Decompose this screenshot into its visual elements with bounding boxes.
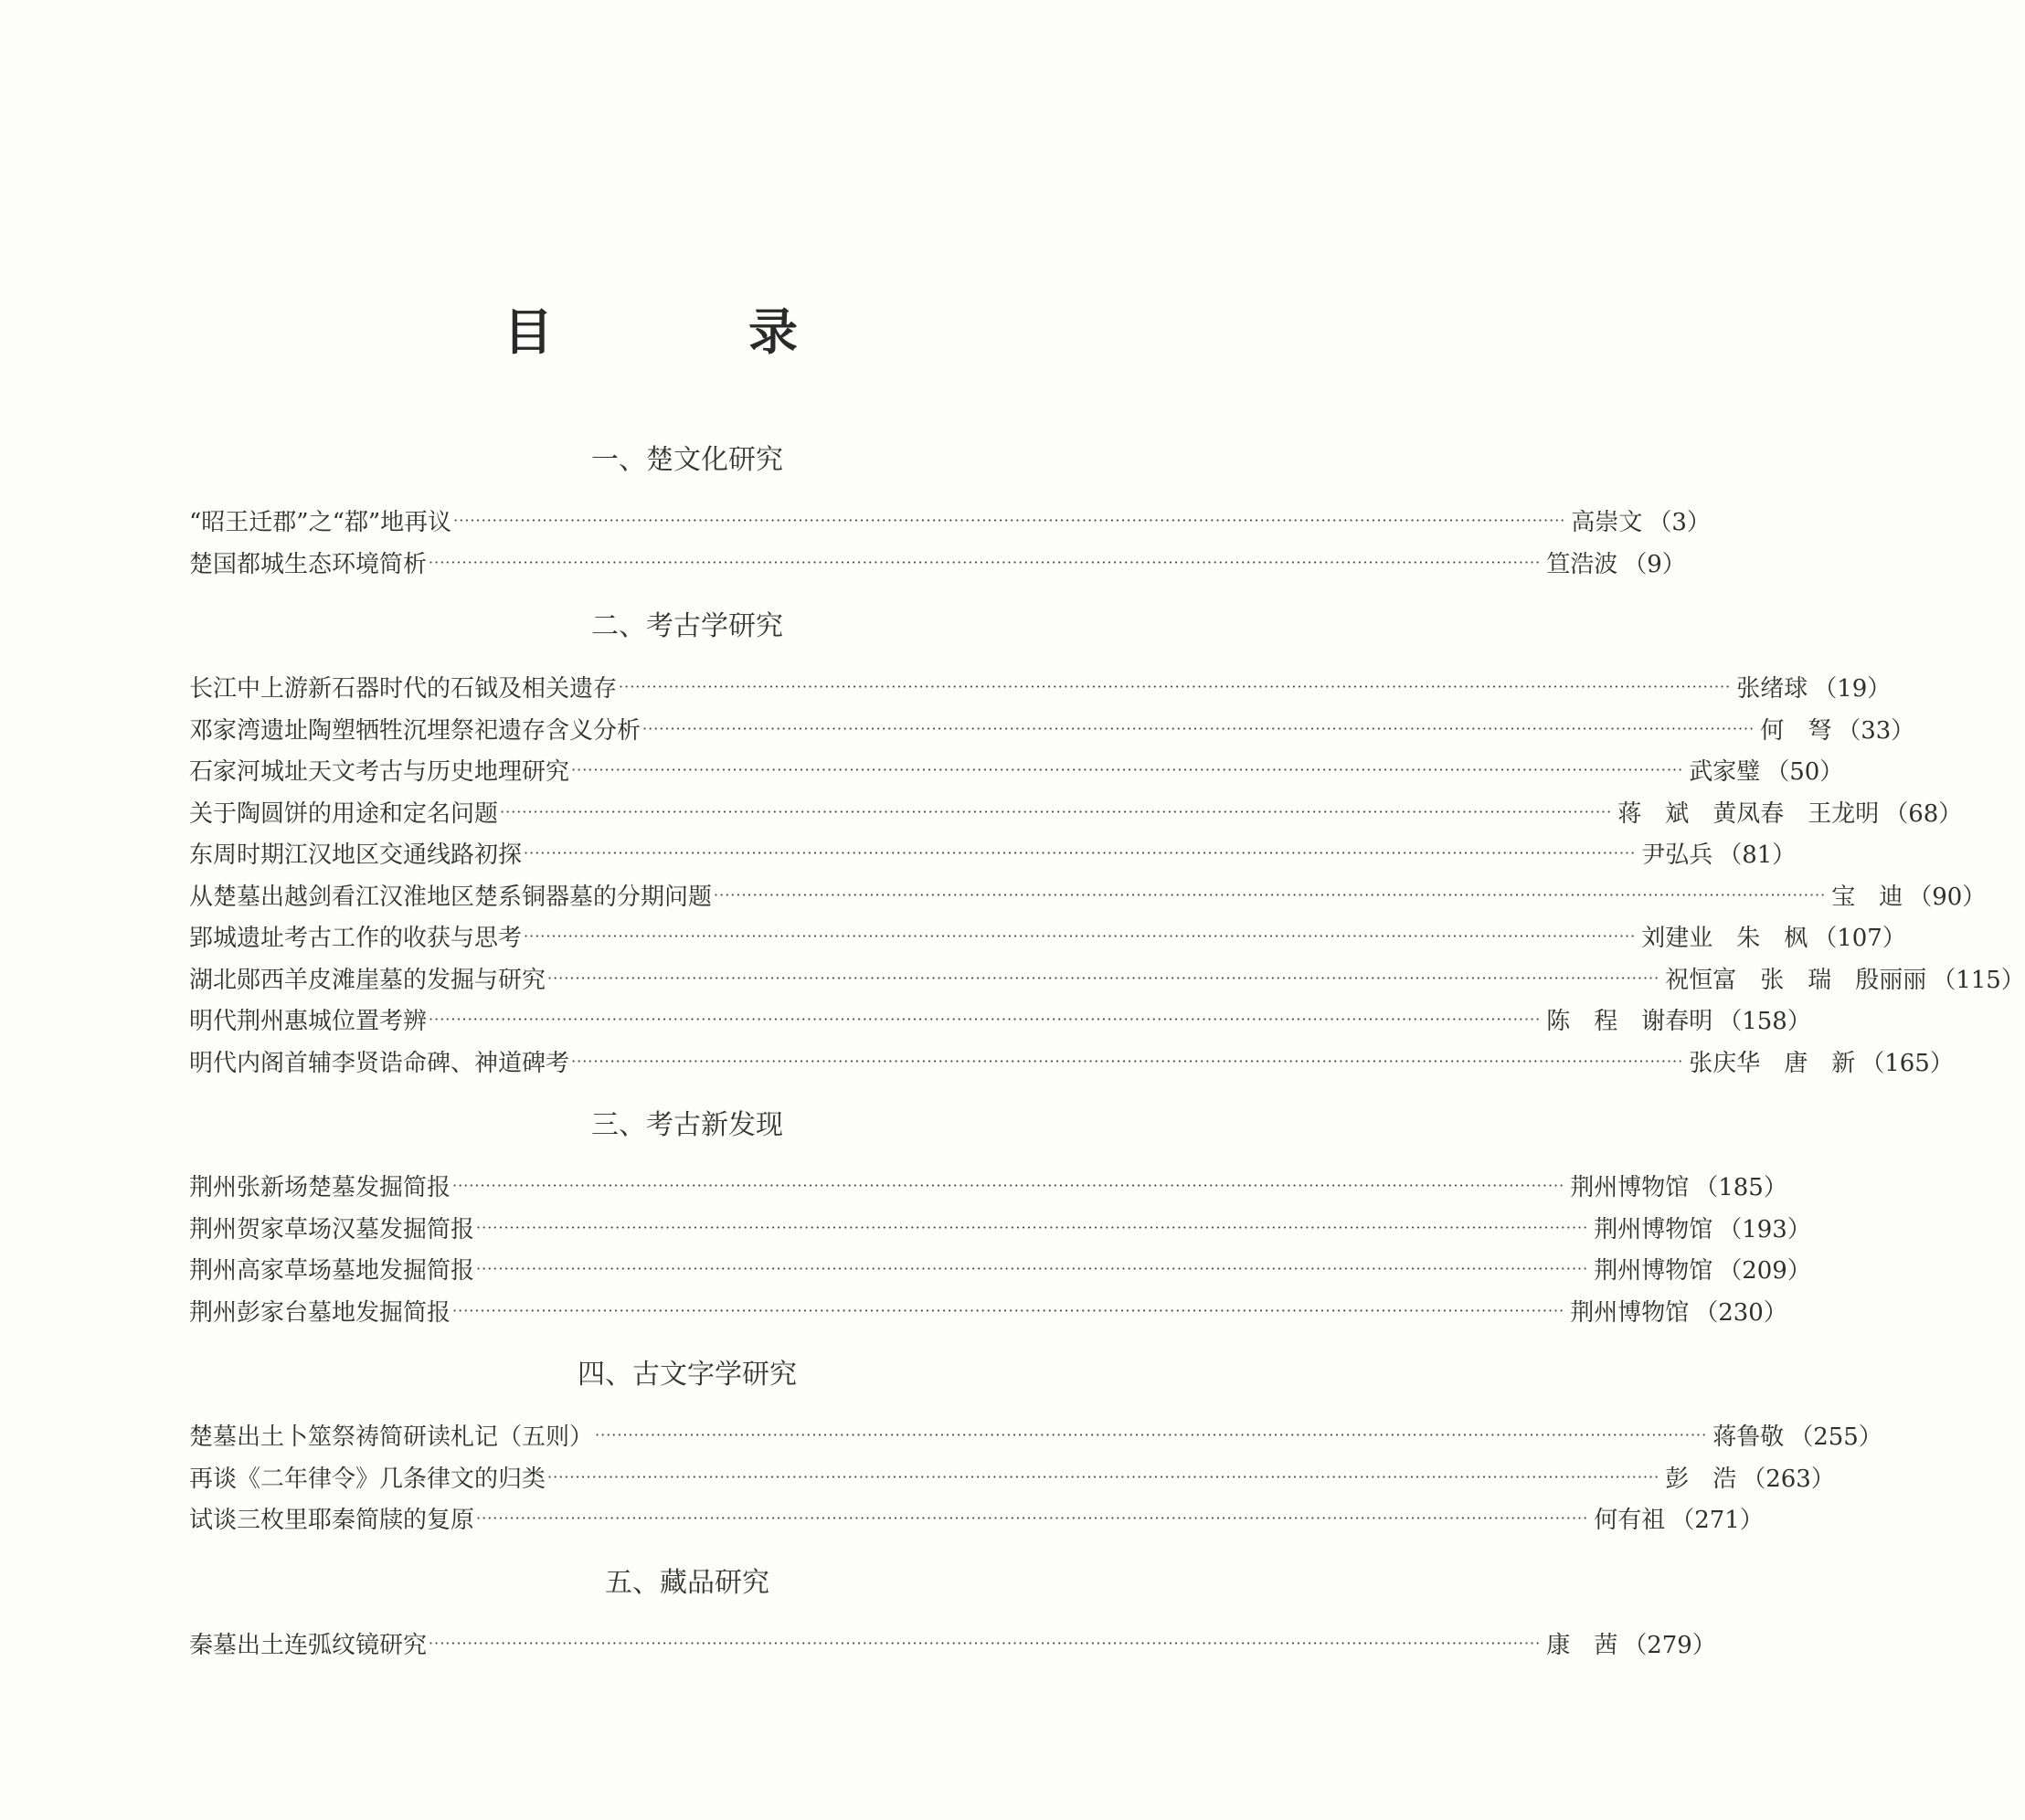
entry-author: 高崇文 bbox=[1571, 509, 1643, 537]
table-of-contents bbox=[189, 417, 2025, 1664]
toc-entry[interactable] bbox=[189, 958, 2025, 1000]
toc-section bbox=[189, 583, 2025, 1082]
dot-leader: ········································································································································································································ bbox=[619, 678, 1732, 696]
entry-author: 宝 迪 bbox=[1831, 883, 1903, 911]
entry-page: （90） bbox=[1908, 883, 1987, 911]
entry-author: 荆州博物馆 bbox=[1594, 1215, 1713, 1243]
entry-title: 楚国都城生态环境简析 bbox=[189, 550, 428, 578]
entry-author: 彭 浩 bbox=[1665, 1465, 1737, 1493]
entry-page: （209） bbox=[1718, 1257, 1811, 1286]
section-heading: 一、楚文化研究 bbox=[591, 444, 783, 476]
entry-page: （68） bbox=[1884, 799, 1963, 828]
toc-entry[interactable] bbox=[189, 915, 1906, 958]
entry-author: 荆州博物馆 bbox=[1594, 1257, 1713, 1286]
entry-author: 荆州博物馆 bbox=[1570, 1298, 1690, 1327]
entry-author: 荆州博物馆 bbox=[1570, 1174, 1690, 1202]
entry-title: 荆州贺家草场汉墓发掘简报 bbox=[189, 1215, 475, 1243]
dot-leader: ········································································································································································································ bbox=[547, 1467, 1660, 1486]
toc-entry[interactable] bbox=[189, 1414, 1882, 1456]
toc-entry[interactable] bbox=[189, 1497, 1764, 1540]
dot-leader: ········································································································································································································ bbox=[429, 553, 1542, 571]
entry-title: 再谈《二年律令》几条律文的归类 bbox=[189, 1465, 546, 1493]
dot-leader: ········································································································································································································ bbox=[476, 1509, 1589, 1528]
entry-page: （81） bbox=[1718, 841, 1797, 870]
dot-leader: ········································································································································································································ bbox=[452, 1177, 1565, 1195]
dot-leader: ········································································································································································································ bbox=[476, 1218, 1589, 1236]
toc-entry[interactable] bbox=[189, 874, 1987, 916]
dot-leader: ········································································································································································································ bbox=[524, 844, 1637, 862]
toc-section bbox=[189, 1540, 1716, 1665]
dot-leader: ········································································································································································································ bbox=[524, 927, 1637, 946]
entry-page: （33） bbox=[1837, 716, 1915, 745]
toc-entry[interactable] bbox=[189, 1041, 1954, 1083]
entry-author: 尹弘兵 bbox=[1641, 841, 1713, 870]
entry-page: （165） bbox=[1861, 1049, 1954, 1077]
entry-title: 明代荆州惠城位置考辨 bbox=[189, 1008, 428, 1036]
toc-entry[interactable] bbox=[189, 1248, 1811, 1290]
dot-leader: ········································································································································································································ bbox=[429, 1634, 1542, 1652]
toc-entry[interactable] bbox=[189, 666, 1892, 708]
entry-page: （193） bbox=[1718, 1215, 1811, 1243]
entry-author: 武家璧 bbox=[1689, 758, 1761, 787]
entry-author: 张绪球 bbox=[1736, 675, 1808, 704]
toc-entry[interactable] bbox=[189, 1456, 1835, 1498]
dot-leader: ········································································································································································································ bbox=[714, 885, 1827, 904]
entry-title: 邓家湾遗址陶塑牺牲沉埋祭祀遗存含义分析 bbox=[189, 716, 641, 745]
toc-entry[interactable] bbox=[189, 832, 1797, 874]
toc-section bbox=[189, 1082, 1811, 1331]
toc-entry[interactable] bbox=[189, 1290, 1787, 1332]
entry-author: 刘建业 朱 枫 bbox=[1641, 925, 1808, 953]
entry-page: （158） bbox=[1718, 1008, 1811, 1036]
entry-title: 长江中上游新石器时代的石钺及相关遗存 bbox=[189, 675, 618, 704]
entry-title: 郢城遗址考古工作的收获与思考 bbox=[189, 925, 523, 953]
section-heading: 四、古文字学研究 bbox=[578, 1359, 797, 1391]
toc-entry[interactable] bbox=[189, 542, 1686, 584]
entry-author: 蒋鲁敬 bbox=[1712, 1423, 1785, 1452]
entry-page: （230） bbox=[1694, 1298, 1787, 1327]
section-heading: 三、考古新发现 bbox=[591, 1109, 783, 1141]
entry-title: 秦墓出土连弧纹镜研究 bbox=[189, 1631, 428, 1659]
entry-page: （50） bbox=[1765, 758, 1844, 787]
page-title: 目 录 bbox=[504, 302, 871, 361]
dot-leader: ········································································································································································································ bbox=[571, 761, 1684, 779]
entry-author: 蒋 斌 黄凤春 王龙明 bbox=[1617, 799, 1880, 828]
dot-leader: ········································································································································································································ bbox=[453, 512, 1566, 530]
toc-entry[interactable] bbox=[189, 1207, 1811, 1249]
dot-leader: ········································································································································································································ bbox=[571, 1052, 1684, 1070]
entry-page: （3） bbox=[1648, 509, 1711, 537]
dot-leader: ········································································································································································································ bbox=[547, 968, 1660, 987]
entry-title: 关于陶圆饼的用途和定名问题 bbox=[189, 799, 499, 828]
entry-title: 楚墓出土卜筮祭祷简研读札记（五则） bbox=[189, 1423, 594, 1452]
entry-author: 何 弩 bbox=[1760, 716, 1832, 745]
toc-entry[interactable] bbox=[189, 999, 1811, 1041]
toc-entry[interactable] bbox=[189, 708, 1915, 750]
entry-title: “昭王迁郡”之“鄀”地再议 bbox=[189, 509, 452, 537]
entry-page: （19） bbox=[1813, 675, 1892, 704]
entry-author: 何有祖 bbox=[1594, 1507, 1666, 1535]
section-heading: 二、考古学研究 bbox=[591, 610, 783, 642]
entry-title: 试谈三枚里耶秦简牍的复原 bbox=[189, 1507, 475, 1535]
entry-author: 笪浩波 bbox=[1546, 550, 1618, 578]
dot-leader: ········································································································································································································ bbox=[429, 1011, 1542, 1029]
entry-page: （263） bbox=[1742, 1465, 1835, 1493]
dot-leader: ········································································································································································································ bbox=[476, 1260, 1589, 1278]
entry-page: （115） bbox=[1932, 966, 2025, 994]
dot-leader: ········································································································································································································ bbox=[642, 719, 1755, 737]
entry-author: 张庆华 唐 新 bbox=[1689, 1049, 1856, 1077]
toc-entry[interactable] bbox=[189, 791, 1963, 833]
section-heading: 五、藏品研究 bbox=[605, 1566, 769, 1599]
entry-title: 从楚墓出越剑看江汉淮地区楚系铜器墓的分期问题 bbox=[189, 883, 713, 911]
entry-author: 康 茜 bbox=[1546, 1631, 1618, 1659]
toc-section bbox=[189, 417, 1711, 583]
entry-author: 陈 程 谢春明 bbox=[1546, 1008, 1713, 1036]
dot-leader: ········································································································································································································ bbox=[595, 1426, 1708, 1444]
entry-page: （9） bbox=[1623, 550, 1686, 578]
toc-entry[interactable] bbox=[189, 500, 1711, 542]
entry-title: 荆州彭家台墓地发掘简报 bbox=[189, 1298, 451, 1327]
entry-title: 荆州张新场楚墓发掘简报 bbox=[189, 1174, 451, 1202]
entry-title: 荆州高家草场墓地发掘简报 bbox=[189, 1257, 475, 1286]
toc-section bbox=[189, 1331, 1882, 1540]
toc-entry[interactable] bbox=[189, 1623, 1716, 1665]
toc-entry[interactable] bbox=[189, 1165, 1787, 1207]
entry-page: （271） bbox=[1670, 1507, 1764, 1535]
entry-title: 石家河城址天文考古与历史地理研究 bbox=[189, 758, 570, 787]
dot-leader: ········································································································································································································ bbox=[452, 1301, 1565, 1319]
entry-page: （279） bbox=[1623, 1631, 1716, 1659]
entry-page: （185） bbox=[1694, 1174, 1787, 1202]
dot-leader: ········································································································································································································ bbox=[500, 802, 1613, 820]
entry-author: 祝恒富 张 瑞 殷丽丽 bbox=[1665, 966, 1927, 994]
entry-page: （255） bbox=[1789, 1423, 1882, 1452]
entry-title: 东周时期江汉地区交通线路初探 bbox=[189, 841, 523, 870]
entry-title: 湖北郧西羊皮滩崖墓的发掘与研究 bbox=[189, 966, 546, 994]
entry-page: （107） bbox=[1813, 925, 1906, 953]
toc-entry[interactable] bbox=[189, 749, 1844, 791]
entry-title: 明代内阁首辅李贤诰命碑、神道碑考 bbox=[189, 1049, 570, 1077]
